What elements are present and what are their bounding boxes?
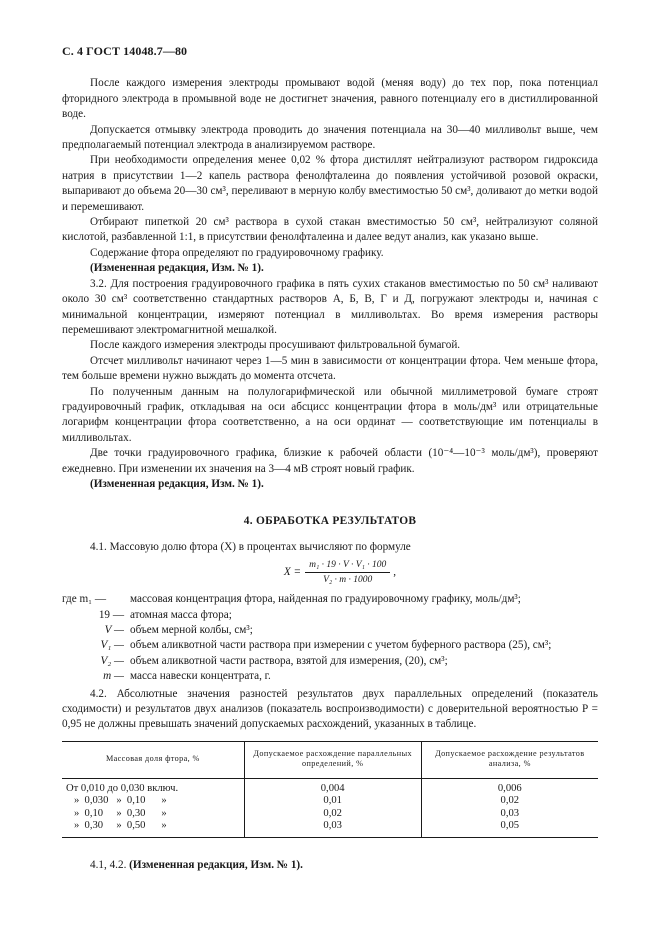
formula-denominator: V₂ · m · 1000: [323, 575, 373, 586]
table-header-row: [62, 741, 598, 778]
paragraph: Отбирают пипеткой 20 см³ раствора в сухой стакан вместимостью 50 см³, нейтрализуют соляной кислотой, разбавленной 1:1, в присутствии фенолфталеина и далее ведут анализ, как указано выше.: [62, 216, 598, 244]
definition-text: объем аликвотной части раствора при измерении с учетом буферного раствора (25), см³;: [130, 639, 552, 652]
definition-row: [62, 608, 598, 623]
table-row: [62, 795, 598, 807]
table-cell: 0,006: [421, 778, 598, 795]
table-cell: 0,02: [421, 795, 598, 807]
table-header-cell: Массовая доля фтора, %: [62, 741, 244, 778]
definition-symbol: V₂ —: [100, 654, 124, 667]
definition-row: [62, 669, 598, 684]
definition-row: [62, 592, 598, 607]
paragraph: Допускается отмывку электрода проводить до значения потенциала на 30—40 милливольт выше, чем предполагаемый потенциал электрода в анализируемом растворе.: [62, 123, 598, 152]
table-cell: 0,01: [244, 795, 421, 807]
table-cell: 0,03: [244, 820, 421, 838]
definition-symbol: 19 —: [98, 608, 124, 621]
table-cell: 0,05: [421, 820, 598, 838]
paragraph: После каждого измерения электроды просушивают фильтровальной бумагой.: [90, 339, 461, 352]
table-row: [62, 778, 598, 795]
formula-tail: ,: [393, 565, 397, 578]
page-header: С. 4 ГОСТ 14048.7—80: [62, 44, 188, 58]
table-cell: » 0,10 » 0,30 »: [66, 807, 167, 819]
paragraph-4-2: 4.2. Абсолютные значения разностей результатов двух параллельных определений (показатель сходимости) и результатов двух анализов (показатель воспроизводимости) с доверительной вероятностью P = 0,95 не должны превышать значений допускаемых расхождений, указанных в таблице.: [62, 687, 598, 731]
definition-symbol: V₁ —: [100, 639, 124, 652]
footnote-note: (Измененная редакция, Изм. № 1).: [129, 859, 303, 872]
footnote: [62, 858, 598, 873]
tolerance-table: [62, 741, 598, 839]
table-cell: 0,004: [244, 778, 421, 795]
table-cell: » 0,30 » 0,50 »: [62, 820, 244, 838]
formula: [82, 559, 598, 586]
table-row: [62, 808, 598, 820]
definition-text: масса навески концентрата, г.: [130, 670, 271, 683]
definition-symbol: m —: [103, 670, 124, 683]
document-page: [62, 44, 598, 874]
paragraph: По полученным данным на полулогарифмической или обычной миллиметровой бумаге строят градуировочный график, откладывая на оси абсцисс концентрации фтора в моль/дм³ или отрицательные логарифм концентрации фтора соответственно, а на оси ординат — соответствующие им потенциалы в милливольтах.: [62, 385, 598, 444]
paragraph-4-1: 4.1. Массовую долю фтора (X) в процентах вычисляют по формуле: [90, 540, 411, 553]
table-cell: 0,02: [244, 808, 421, 820]
table-cell: » 0,030 » 0,10 »: [66, 795, 167, 807]
definition-symbol: V —: [104, 624, 124, 636]
formula-fraction: [305, 559, 390, 586]
definition-text: массовая концентрация фтора, найденная по градуировочному графику, моль/дм³;: [130, 593, 521, 606]
definition-row: [62, 623, 598, 638]
table-header-cell: Допускаемое расхождение параллельных определений, %: [244, 741, 421, 778]
paragraph: После каждого измерения электроды промывают водой (меняя воду) до тех пор, пока потенциал фторидного электрода в промывной воде не достигнет значения, равного потенциалу его в дистиллированной воде.: [62, 77, 598, 121]
paragraph: Содержание фтора определяют по градуировочному графику.: [90, 246, 384, 259]
paragraph: Отсчет милливольт начинают через 1—5 мин в зависимости от концентрации фтора. Чем меньше фтора, тем больше времени нужно выждать до момента отсчета.: [62, 354, 598, 383]
table-cell: От 0,010 до 0,030 включ.: [66, 782, 179, 794]
definitions-list: [62, 592, 598, 684]
definition-text: объем мерной колбы, см³;: [130, 624, 253, 636]
definition-row: [62, 654, 598, 669]
definition-text: атомная масса фтора;: [130, 608, 232, 621]
paragraph: Две точки градуировочного графика, близкие к рабочей области (10⁻⁴—10⁻³ моль/дм³), проверяют ежедневно. При изменении их значения на 3—4 мВ строят новый график.: [62, 447, 598, 475]
definition-row: [62, 638, 598, 653]
section-title: 4. ОБРАБОТКА РЕЗУЛЬТАТОВ: [243, 515, 417, 528]
table-cell: 0,03: [421, 808, 598, 820]
formula-numerator: m₁ · 19 · V · V₁ · 100: [305, 559, 390, 573]
paragraph: При необходимости определения менее 0,02 % фтора дистиллят нейтрализуют раствором гидроксида натрия в присутствии 1—2 капель раствора фенолфталеина до появления устойчивой розовой окраски, выпаривают до объема 20—30 см³, переливают в мерную колбу вместимостью 50 см³, доливают до метки водой и перемешивают.: [62, 154, 598, 213]
edition-note: (Измененная редакция, Изм. № 1).: [90, 477, 264, 490]
footnote-prefix: 4.1, 4.2.: [90, 859, 127, 872]
table-row: [62, 820, 598, 838]
definition-symbol: где m₁ —: [62, 593, 107, 606]
table-header-cell: Допускаемое расхождение результатов анализа, %: [421, 741, 598, 778]
definition-text: объем аликвотной части раствора, взятой для измерения, (20), см³;: [130, 654, 448, 667]
formula-lhs: X =: [283, 565, 302, 578]
paragraph: 3.2. Для построения градуировочного графика в пять сухих стаканов вместимостью по 50 см³ наливают около 30 см³ соответственно стандартных растворов А, Б, В, Г и Д, погружают электроды и, начиная с минимальной концентрации, измеряют потенциал в милливольтах. Во время измерения растворы перемешивают электромагнитной мешалкой.: [62, 277, 598, 336]
edition-note: (Измененная редакция, Изм. № 1).: [90, 262, 264, 275]
